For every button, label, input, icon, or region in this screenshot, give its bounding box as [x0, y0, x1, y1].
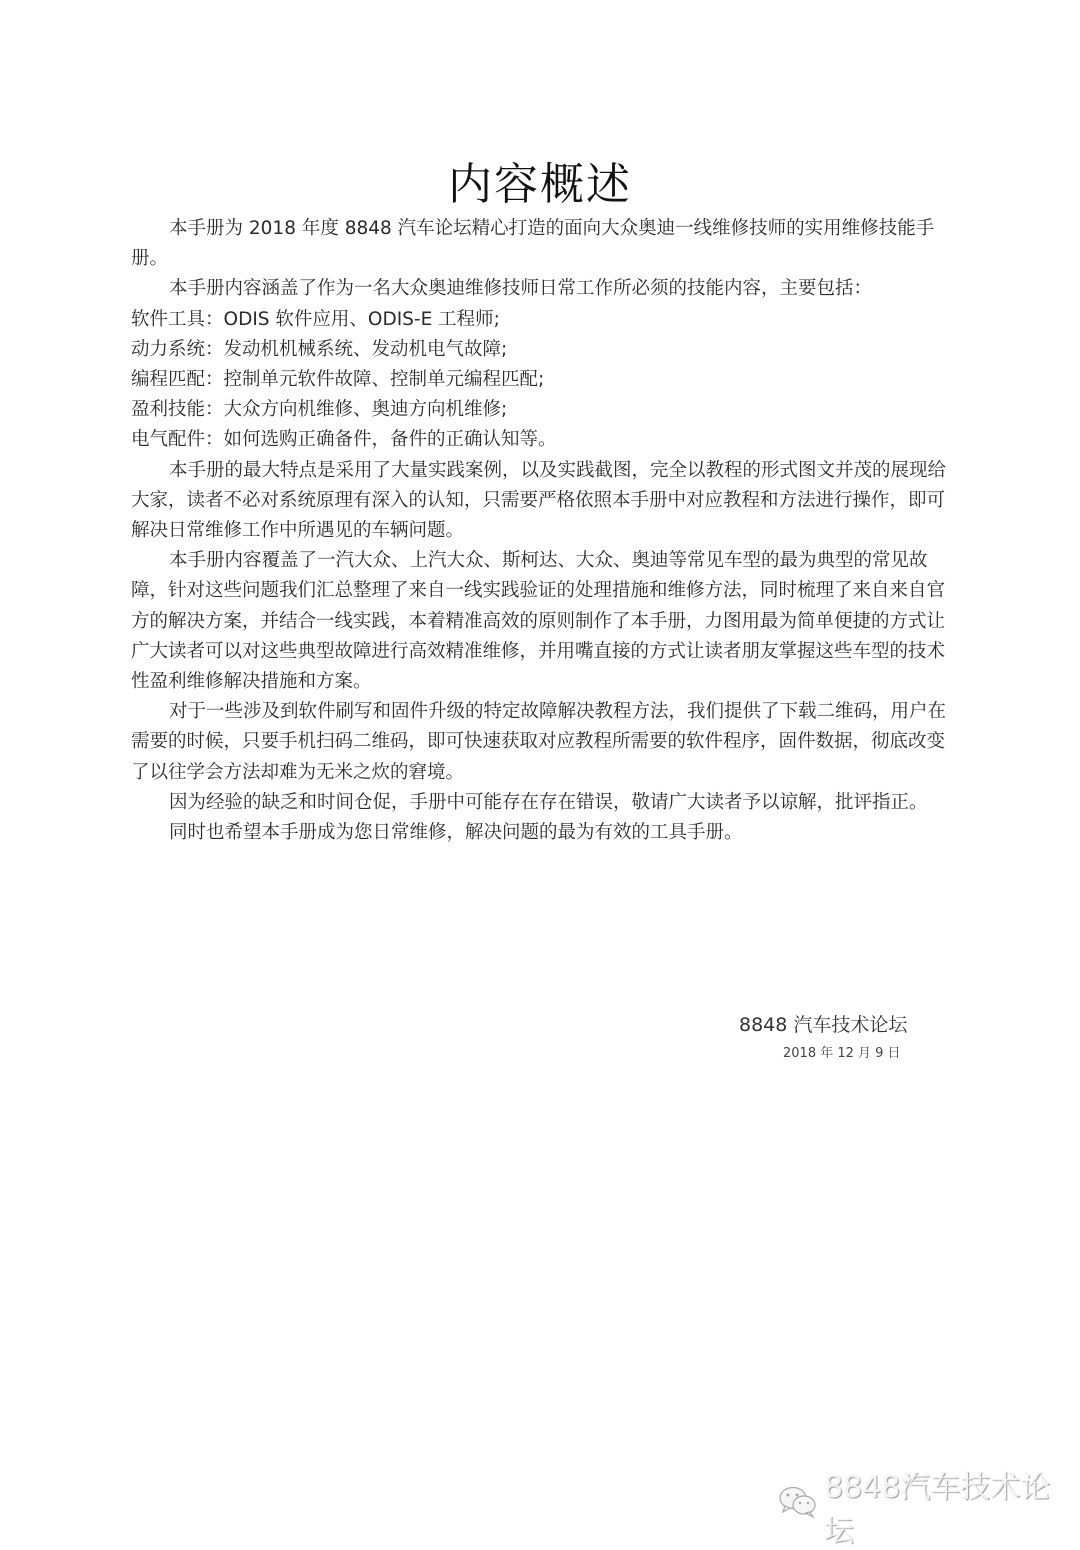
colon: ： [205, 308, 224, 330]
colon: ： [205, 369, 224, 391]
skill-item-profit [131, 395, 951, 425]
signature-date: 2018 年 12 月 9 日 [783, 1046, 901, 1061]
colon: ： [205, 429, 224, 451]
disclaimer-paragraph: 因为经验的缺乏和时间仓促，手册中可能存在存在错误，敬请广大读者予以谅解，批评指正。 [169, 791, 928, 813]
skill-category: 软件工具 [131, 308, 206, 330]
skill-category: 动力系统 [131, 338, 206, 360]
wechat-icon [778, 1485, 818, 1527]
skill-item-powertrain [131, 335, 951, 365]
skill-content: 如何选购正确备件，备件的正确认知等。 [223, 429, 557, 451]
scope-paragraph: 本手册内容涵盖了作为一名大众奥迪维修技师日常工作所必须的技能内容，主要包括： [169, 278, 873, 300]
skills-list [131, 305, 951, 456]
skill-item-programming [131, 365, 951, 395]
coverage-paragraph: 本手册内容覆盖了一汽大众、上汽大众、斯柯达、大众、奥迪等常见车型的最为典型的常见故障，针对这些问题我们汇总整理了来自一线实践验证的处理措施和维修方法，同时梳理了来自来自官方的解决方案，并结合一线实践，本着精准高效的原则制作了本手册，力图用最为简单便捷的方式让广大读者可以对这些典型故障进行高效精准维修，并用嘴直接的方式让读者朋友掌握这些车型的技术性盈利维修解决措施和方案。 [131, 550, 946, 693]
page-title: 内容概述 [448, 159, 632, 210]
document-body [131, 214, 951, 848]
skill-content: 大众方向机维修、奥迪方向机维修; [223, 399, 508, 421]
skill-content: 发动机机械系统、发动机电气故障; [223, 338, 508, 360]
watermark-text: 8848汽车技术论坛 [824, 1470, 1051, 1549]
skill-item-software [131, 305, 951, 335]
skill-content: ODIS 软件应用、ODIS-E 工程师; [223, 308, 500, 330]
colon: ： [205, 399, 224, 421]
skill-item-parts [131, 425, 951, 455]
skill-category: 电气配件 [131, 429, 206, 451]
skill-category: 盈利技能 [131, 399, 206, 421]
watermark [778, 1462, 1080, 1550]
intro-paragraph: 本手册为 2018 年度 8848 汽车论坛精心打造的面向大众奥迪一线维修技师的实用维修技能手册。 [131, 218, 935, 270]
qr-code-paragraph: 对于一些涉及到软件刷写和固件升级的特定故障解决教程方法，我们提供了下载二维码，用户在需要的时候，只要手机扫码二维码，即可快速获取对应教程所需要的软件程序，固件数据，彻底改变了以往学会方法却难为无米之炊的窘境。 [131, 701, 947, 783]
features-paragraph: 本手册的最大特点是采用了大量实践案例，以及实践截图，完全以教程的形式图文并茂的展现给大家，读者不必对系统原理有深入的认知，只需要严格依照本手册中对应教程和方法进行操作，即可解决日常维修工作中所遇见的车辆问题。 [131, 459, 947, 542]
skill-category: 编程匹配 [131, 369, 206, 391]
closing-paragraph: 同时也希望本手册成为您日常维修，解决问题的最为有效的工具手册。 [169, 822, 743, 844]
colon: ： [205, 338, 224, 360]
skill-content: 控制单元软件故障、控制单元编程匹配; [223, 369, 545, 391]
signature: 8848 汽车技术论坛 [739, 1014, 908, 1036]
